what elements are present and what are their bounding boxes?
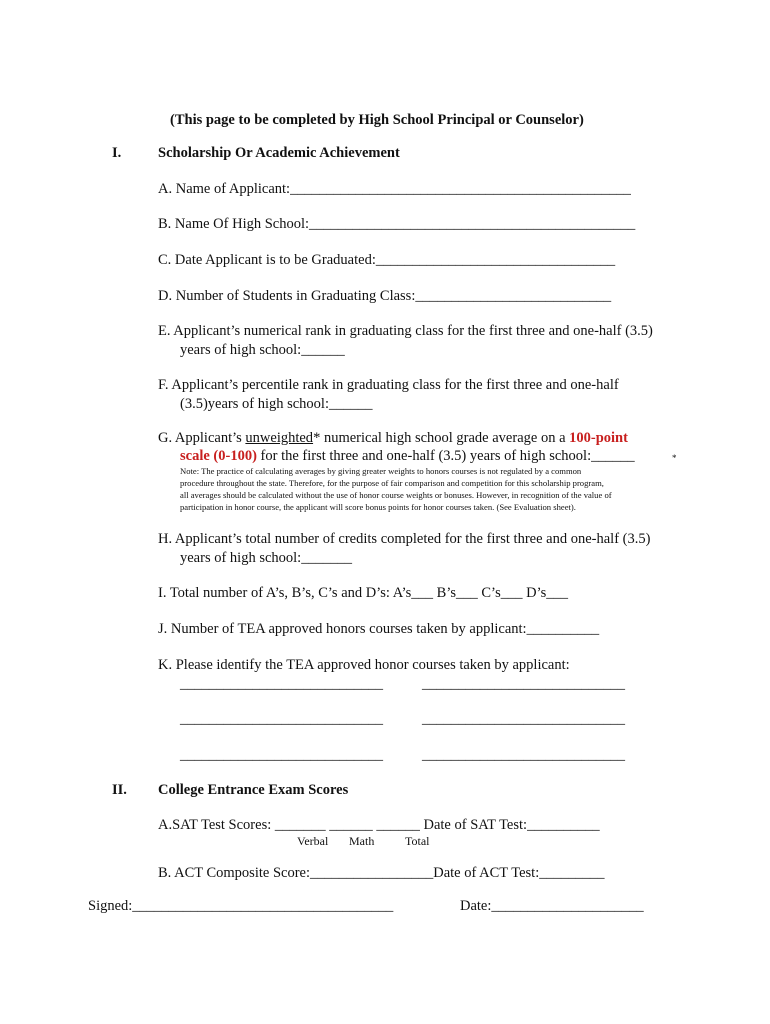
field-honor-course-5[interactable]: ____________________________ — [180, 747, 383, 763]
item-g-line-2: for the first three and one-half (3.5) years of high school:______ — [256, 448, 635, 464]
item-g-unweighted: unweighted — [245, 430, 314, 446]
field-honor-course-2[interactable]: ____________________________ — [422, 676, 625, 692]
field-act-score[interactable]: B. ACT Composite Score:_________________Date of ACT Test:_________ — [158, 865, 605, 881]
field-honor-course-6[interactable]: ____________________________ — [422, 747, 625, 763]
field-name-of-applicant[interactable]: A. Name of Applicant:_______________________________________________ — [158, 181, 631, 197]
field-percentile-rank[interactable]: (3.5)years of high school:______ — [180, 396, 373, 412]
field-grade-average[interactable] — [180, 448, 635, 465]
item-e-line-1: E. Applicant’s numerical rank in graduating class for the first three and one-half (3.5) — [158, 323, 653, 339]
field-total-credits[interactable]: years of high school:_______ — [180, 550, 352, 566]
sat-total-label: Total — [405, 834, 430, 848]
item-g-prefix: G. Applicant’s — [158, 430, 246, 446]
item-k-label: K. Please identify the TEA approved honor courses taken by applicant: — [158, 657, 570, 673]
item-f-line-1: F. Applicant’s percentile rank in graduating class for the first three and one-half — [158, 377, 619, 393]
field-honors-count[interactable]: J. Number of TEA approved honors courses taken by applicant:__________ — [158, 621, 600, 637]
page-header: (This page to be completed by High School Principal or Counselor) — [170, 112, 584, 128]
note-line-3: all averages should be calculated without the use of honor course weights or bonuses. However, in recognition of the value of — [180, 490, 612, 500]
note-line-4: participation in honor course, the applicant will score bonus points for honor courses taken. (See Evaluation sheet). — [180, 502, 576, 512]
section-2-numeral: II. — [112, 782, 127, 798]
field-graduation-date[interactable]: C. Date Applicant is to be Graduated:_________________________________ — [158, 252, 616, 268]
section-1-numeral: I. — [112, 145, 122, 161]
item-g-100-point: 100-point — [569, 430, 628, 446]
item-g-scale: scale (0-100) — [180, 448, 257, 464]
item-g-mid: * numerical high school grade average on a — [313, 430, 570, 446]
field-numerical-rank[interactable]: years of high school:______ — [180, 342, 345, 358]
signature-date-field[interactable]: Date:_____________________ — [460, 898, 644, 914]
note-line-1: Note: The practice of calculating averages by giving greater weights to honors courses is not regulated by a common — [180, 466, 582, 476]
item-g-line-1 — [158, 430, 628, 447]
field-name-of-high-school[interactable]: B. Name Of High School:_____________________________________________ — [158, 216, 636, 232]
section-2-title: College Entrance Exam Scores — [158, 782, 349, 798]
item-h-line-1: H. Applicant’s total number of credits completed for the first three and one-half (3.5) — [158, 531, 651, 547]
field-honor-course-4[interactable]: ____________________________ — [422, 711, 625, 727]
section-1-title: Scholarship Or Academic Achievement — [158, 145, 400, 161]
sat-math-label: Math — [349, 834, 375, 848]
field-sat-scores[interactable]: A.SAT Test Scores: _______ ______ ______ Date of SAT Test:__________ — [158, 817, 600, 833]
field-grade-counts[interactable]: I. Total number of A’s, B’s, C’s and D’s: A’s___ B’s___ C’s___ D’s___ — [158, 585, 568, 601]
item-g-asterisk: * — [672, 453, 677, 463]
field-honor-course-3[interactable]: ____________________________ — [180, 711, 383, 727]
sat-verbal-label: Verbal — [297, 834, 329, 848]
field-students-in-class[interactable]: D. Number of Students in Graduating Class:___________________________ — [158, 288, 612, 304]
signature-field[interactable]: Signed:____________________________________ — [88, 898, 394, 914]
note-line-2: procedure throughout the state. Therefore, for the purpose of fair comparison and competition for this scholarship program, — [180, 478, 604, 488]
field-honor-course-1[interactable]: ____________________________ — [180, 676, 383, 692]
